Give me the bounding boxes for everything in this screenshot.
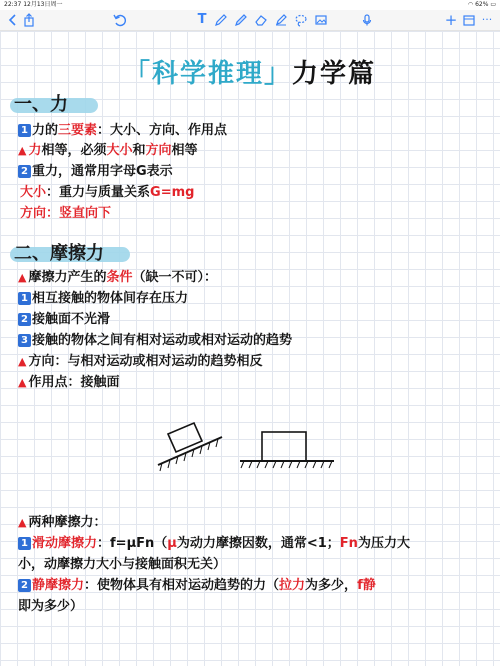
pages-icon[interactable]	[462, 13, 476, 27]
s1-line-2: ▲ 力相等，必须大小和方向相等	[18, 143, 198, 158]
number-badge: 1	[18, 537, 31, 550]
s2-line-2: 1 相互接触的物体间存在压力	[18, 289, 188, 309]
status-time-date: 22:37 12月13日周一	[4, 1, 63, 8]
s1-line-4: 大小：重力与质量关系G=mg	[20, 185, 195, 200]
image-icon[interactable]	[314, 13, 328, 27]
number-badge: 2	[18, 165, 31, 178]
undo-icon[interactable]	[112, 13, 126, 27]
red-triangle-icon: ▲	[18, 144, 27, 157]
number-badge: 1	[18, 124, 31, 137]
incline-block-drawing	[158, 423, 222, 471]
s2-line-3: 2 接触面不光滑	[18, 310, 110, 330]
wifi-icon: ◠	[467, 1, 474, 8]
pen-icon[interactable]	[214, 13, 228, 27]
number-badge: 2	[18, 313, 31, 326]
note-page[interactable]	[0, 31, 500, 666]
title-bracket: 「科学推理」	[123, 59, 292, 89]
s2-kind-1-line-1: 1 滑动摩擦力：f=μFn（μ为动力摩擦因数，通常<1；Fn为压力大	[18, 534, 410, 554]
flat-block-drawing	[240, 432, 334, 468]
s1-line-3: 2 重力，通常用字母G表示	[18, 162, 173, 182]
battery-percent: 62%	[475, 1, 489, 8]
add-page-icon[interactable]: +	[444, 11, 458, 29]
red-triangle-icon: ▲	[18, 376, 27, 389]
notes-toolbar	[0, 10, 500, 31]
red-triangle-icon: ▲	[18, 516, 27, 529]
s2-line-5: ▲ 方向：与相对运动或相对运动的趋势相反	[18, 354, 263, 369]
highlighter-icon[interactable]	[274, 13, 288, 27]
s2-line-6: ▲ 作用点：接触面	[18, 375, 120, 390]
text-tool-icon[interactable]: T	[197, 12, 207, 27]
s2-line-1: ▲ 摩擦力产生的条件（缺一不可）：	[18, 270, 218, 285]
back-icon[interactable]	[6, 13, 20, 27]
status-battery	[468, 0, 496, 10]
red-triangle-icon: ▲	[18, 355, 27, 368]
pencil-icon[interactable]	[234, 13, 248, 27]
number-badge: 3	[18, 334, 31, 347]
page-title	[0, 53, 500, 90]
s2-kind-1-line-2: 小，动摩擦力大小与接触面积无关）	[18, 557, 227, 572]
more-icon[interactable]: ···	[481, 13, 493, 26]
status-bar	[0, 0, 500, 10]
title-rest: 力学篇	[292, 59, 377, 89]
s1-line-1: 1 力的三要素：大小、方向、作用点	[18, 121, 227, 141]
share-icon[interactable]	[22, 13, 36, 27]
s2-kind-2-line-1: 2 静摩擦力：使物体具有相对运动趋势的力（拉力为多少，f静	[18, 576, 376, 596]
section-heading-force: 一、力	[10, 94, 98, 116]
mic-icon[interactable]	[360, 13, 374, 27]
battery-icon: ▭	[490, 1, 496, 8]
section-heading-friction: 二、摩擦力	[10, 243, 130, 265]
number-badge: 2	[18, 579, 31, 592]
s1-line-5: 方向：竖直向下	[20, 206, 112, 221]
s2-kind-2-line-2: 即为多少）	[18, 599, 84, 614]
s2-line-4: 3 接触的物体之间有相对运动或相对运动的趋势	[18, 331, 292, 351]
number-badge: 1	[18, 292, 31, 305]
lasso-icon[interactable]	[294, 13, 308, 27]
red-triangle-icon: ▲	[18, 271, 27, 284]
friction-diagram	[150, 407, 370, 477]
s2-kinds-title: ▲ 两种摩擦力：	[18, 515, 107, 530]
eraser-icon[interactable]	[254, 13, 268, 27]
